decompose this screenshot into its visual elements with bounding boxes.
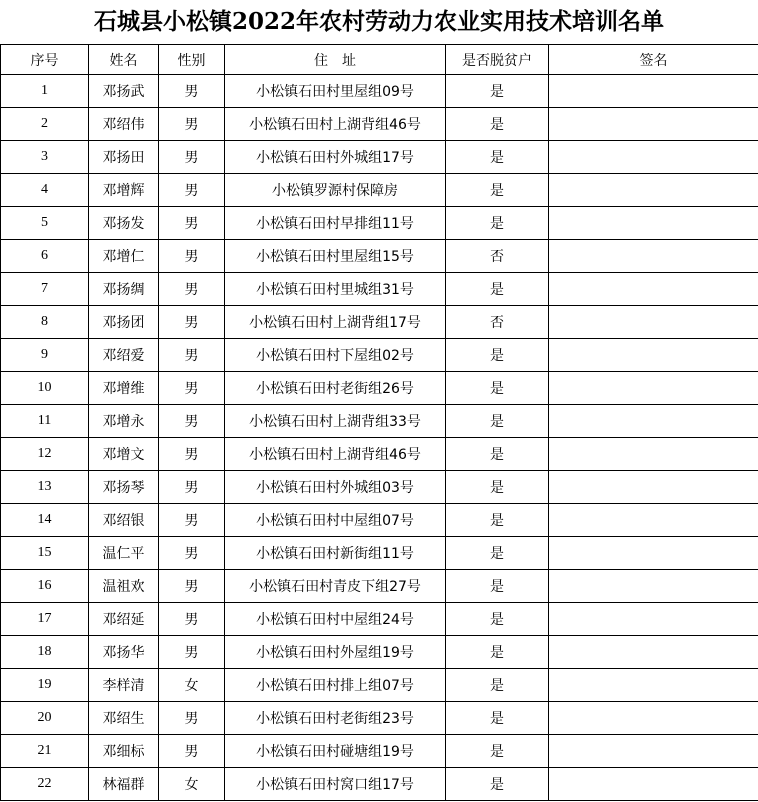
cell-address: 小松镇石田村老街组23号 — [225, 702, 446, 735]
cell-signature[interactable] — [549, 75, 758, 108]
cell-address: 小松镇石田村老街组26号 — [225, 372, 446, 405]
cell-address: 小松镇石田村里屋组15号 — [225, 240, 446, 273]
cell-poverty: 是 — [446, 537, 549, 570]
cell-seq: 20 — [1, 702, 89, 735]
cell-name: 邓扬武 — [89, 75, 159, 108]
cell-address: 小松镇石田村外屋组19号 — [225, 636, 446, 669]
cell-address: 小松镇石田村外城组03号 — [225, 471, 446, 504]
table-row — [1, 306, 758, 339]
cell-signature[interactable] — [549, 108, 758, 141]
cell-gender: 男 — [159, 141, 225, 174]
cell-address: 小松镇石田村里城组31号 — [225, 273, 446, 306]
cell-name: 邓扬发 — [89, 207, 159, 240]
cell-address: 小松镇石田村下屋组02号 — [225, 339, 446, 372]
cell-address: 小松镇石田村里屋组09号 — [225, 75, 446, 108]
cell-name: 温祖欢 — [89, 570, 159, 603]
trainee-table — [0, 44, 758, 801]
cell-name: 邓扬华 — [89, 636, 159, 669]
table-row — [1, 240, 758, 273]
table-row — [1, 273, 758, 306]
cell-poverty: 是 — [446, 702, 549, 735]
cell-address: 小松镇石田村上湖背组33号 — [225, 405, 446, 438]
cell-gender: 男 — [159, 636, 225, 669]
cell-poverty: 是 — [446, 768, 549, 801]
cell-gender: 男 — [159, 174, 225, 207]
table-row — [1, 669, 758, 702]
cell-address: 小松镇罗源村保障房 — [225, 174, 446, 207]
cell-name: 邓增永 — [89, 405, 159, 438]
cell-poverty: 是 — [446, 372, 549, 405]
cell-seq: 5 — [1, 207, 89, 240]
cell-poverty: 是 — [446, 636, 549, 669]
header-seq: 序号 — [1, 45, 89, 75]
cell-gender: 男 — [159, 603, 225, 636]
cell-signature[interactable] — [549, 603, 758, 636]
cell-seq: 15 — [1, 537, 89, 570]
document-title: 石城县小松镇2022年农村劳动力农业实用技术培训名单 — [93, 8, 664, 35]
cell-seq: 2 — [1, 108, 89, 141]
header-name: 姓名 — [89, 45, 159, 75]
table-row — [1, 504, 758, 537]
cell-name: 李样清 — [89, 669, 159, 702]
cell-name: 邓扬田 — [89, 141, 159, 174]
cell-seq: 1 — [1, 75, 89, 108]
cell-gender: 男 — [159, 108, 225, 141]
cell-name: 邓绍银 — [89, 504, 159, 537]
table-row — [1, 735, 758, 768]
cell-seq: 21 — [1, 735, 89, 768]
cell-gender: 男 — [159, 702, 225, 735]
cell-seq: 19 — [1, 669, 89, 702]
cell-gender: 男 — [159, 438, 225, 471]
cell-seq: 13 — [1, 471, 89, 504]
table-row — [1, 570, 758, 603]
cell-seq: 10 — [1, 372, 89, 405]
cell-gender: 男 — [159, 735, 225, 768]
cell-signature[interactable] — [549, 174, 758, 207]
cell-signature[interactable] — [549, 537, 758, 570]
table-row — [1, 768, 758, 801]
cell-address: 小松镇石田村中屋组07号 — [225, 504, 446, 537]
cell-signature[interactable] — [549, 504, 758, 537]
cell-seq: 7 — [1, 273, 89, 306]
cell-signature[interactable] — [549, 636, 758, 669]
cell-gender: 男 — [159, 339, 225, 372]
cell-name: 邓扬团 — [89, 306, 159, 339]
cell-poverty: 是 — [446, 207, 549, 240]
cell-poverty: 是 — [446, 75, 549, 108]
cell-poverty: 是 — [446, 174, 549, 207]
cell-signature[interactable] — [549, 735, 758, 768]
cell-name: 邓绍爱 — [89, 339, 159, 372]
cell-address: 小松镇石田村窝口组17号 — [225, 768, 446, 801]
cell-gender: 男 — [159, 471, 225, 504]
table-row — [1, 75, 758, 108]
table-row — [1, 372, 758, 405]
header-gender: 性别 — [159, 45, 225, 75]
cell-poverty: 是 — [446, 570, 549, 603]
cell-signature[interactable] — [549, 141, 758, 174]
table-row — [1, 471, 758, 504]
table-row — [1, 438, 758, 471]
header-signature: 签名 — [549, 45, 758, 75]
cell-address: 小松镇石田村早排组11号 — [225, 207, 446, 240]
cell-address: 小松镇石田村上湖背组46号 — [225, 108, 446, 141]
cell-name: 林福群 — [89, 768, 159, 801]
cell-address: 小松镇石田村上湖背组17号 — [225, 306, 446, 339]
cell-signature[interactable] — [549, 339, 758, 372]
cell-name: 邓增仁 — [89, 240, 159, 273]
cell-gender: 男 — [159, 240, 225, 273]
cell-poverty: 是 — [446, 471, 549, 504]
table-row — [1, 108, 758, 141]
cell-signature[interactable] — [549, 702, 758, 735]
cell-signature[interactable] — [549, 438, 758, 471]
table-row — [1, 405, 758, 438]
cell-name: 邓绍延 — [89, 603, 159, 636]
cell-gender: 男 — [159, 207, 225, 240]
cell-gender: 男 — [159, 504, 225, 537]
cell-name: 邓绍伟 — [89, 108, 159, 141]
cell-gender: 男 — [159, 372, 225, 405]
cell-address: 小松镇石田村青皮下组27号 — [225, 570, 446, 603]
cell-address: 小松镇石田村外城组17号 — [225, 141, 446, 174]
cell-signature[interactable] — [549, 570, 758, 603]
cell-gender: 男 — [159, 405, 225, 438]
cell-poverty: 是 — [446, 108, 549, 141]
table-row — [1, 207, 758, 240]
table-row — [1, 141, 758, 174]
cell-name: 邓增维 — [89, 372, 159, 405]
cell-poverty: 是 — [446, 273, 549, 306]
cell-gender: 男 — [159, 75, 225, 108]
cell-poverty: 是 — [446, 504, 549, 537]
cell-signature[interactable] — [549, 669, 758, 702]
table-row — [1, 636, 758, 669]
cell-seq: 11 — [1, 405, 89, 438]
cell-gender: 男 — [159, 537, 225, 570]
cell-poverty: 是 — [446, 339, 549, 372]
cell-seq: 22 — [1, 768, 89, 801]
cell-address: 小松镇石田村中屋组24号 — [225, 603, 446, 636]
cell-gender: 女 — [159, 768, 225, 801]
cell-address: 小松镇石田村新街组11号 — [225, 537, 446, 570]
cell-seq: 9 — [1, 339, 89, 372]
cell-signature[interactable] — [549, 273, 758, 306]
cell-signature[interactable] — [549, 768, 758, 801]
table-row — [1, 174, 758, 207]
cell-signature[interactable] — [549, 405, 758, 438]
cell-seq: 18 — [1, 636, 89, 669]
cell-seq: 6 — [1, 240, 89, 273]
cell-name: 邓增文 — [89, 438, 159, 471]
header-row — [1, 45, 758, 75]
cell-address: 小松镇石田村排上组07号 — [225, 669, 446, 702]
cell-name: 温仁平 — [89, 537, 159, 570]
table-body — [1, 75, 758, 801]
cell-poverty: 否 — [446, 306, 549, 339]
cell-address: 小松镇石田村上湖背组46号 — [225, 438, 446, 471]
cell-poverty: 是 — [446, 405, 549, 438]
cell-gender: 女 — [159, 669, 225, 702]
cell-name: 邓扬绸 — [89, 273, 159, 306]
cell-seq: 16 — [1, 570, 89, 603]
cell-seq: 3 — [1, 141, 89, 174]
cell-signature[interactable] — [549, 207, 758, 240]
cell-gender: 男 — [159, 306, 225, 339]
table-row — [1, 339, 758, 372]
cell-name: 邓绍生 — [89, 702, 159, 735]
cell-seq: 8 — [1, 306, 89, 339]
cell-poverty: 是 — [446, 669, 549, 702]
cell-gender: 男 — [159, 570, 225, 603]
cell-name: 邓增辉 — [89, 174, 159, 207]
header-address: 住 址 — [225, 45, 446, 75]
cell-poverty: 是 — [446, 735, 549, 768]
cell-poverty: 否 — [446, 240, 549, 273]
cell-seq: 17 — [1, 603, 89, 636]
cell-seq: 12 — [1, 438, 89, 471]
cell-gender: 男 — [159, 273, 225, 306]
table-row — [1, 702, 758, 735]
cell-address: 小松镇石田村碰塘组19号 — [225, 735, 446, 768]
cell-signature[interactable] — [549, 471, 758, 504]
header-poverty: 是否脱贫户 — [446, 45, 549, 75]
cell-name: 邓细标 — [89, 735, 159, 768]
cell-signature[interactable] — [549, 240, 758, 273]
cell-signature[interactable] — [549, 306, 758, 339]
cell-seq: 4 — [1, 174, 89, 207]
cell-poverty: 是 — [446, 603, 549, 636]
cell-name: 邓扬琴 — [89, 471, 159, 504]
cell-poverty: 是 — [446, 438, 549, 471]
table-row — [1, 537, 758, 570]
cell-seq: 14 — [1, 504, 89, 537]
cell-poverty: 是 — [446, 141, 549, 174]
cell-signature[interactable] — [549, 372, 758, 405]
table-row — [1, 603, 758, 636]
